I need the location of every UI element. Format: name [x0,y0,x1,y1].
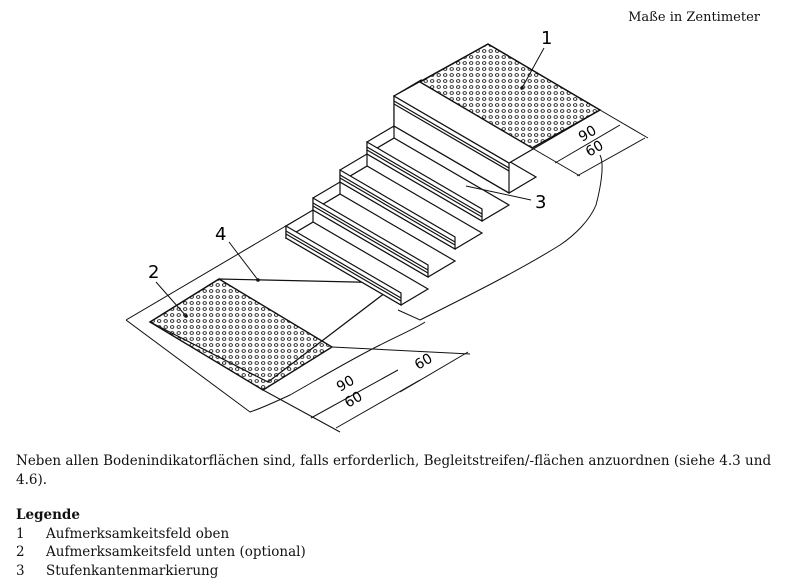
legend-title: Legende [16,507,80,523]
legend-item-number: 3 [16,562,25,579]
units-note: Maße in Zentimeter [628,10,760,25]
callout-3: 3 [535,192,547,213]
legend [16,506,306,580]
legend-item [16,525,306,544]
callout-2: 2 [148,262,160,283]
dim-top-length: 90 [576,122,600,146]
legend-item-number: 2 [16,544,25,560]
legend-item-number: 1 [16,525,25,542]
legend-item [16,543,306,562]
callout-1: 1 [541,28,553,49]
dim-bottom-side: 60 [412,350,436,374]
dim-top-depth: 60 [583,137,607,161]
legend-item-label: Stufenkantenmarkierung [46,562,219,579]
dim-bottom-length: 90 [334,372,358,396]
note-text: Neben allen Bodenindikatorflächen sind, falls erforderlich, Begleitstreifen/-flächen anzuordnen (siehe 4.3 und 4.6). [16,453,772,488]
callout-4: 4 [215,224,227,245]
legend-item-label: Aufmerksamkeitsfeld unten (optional) [46,544,306,560]
dim-bottom-depth: 60 [342,388,366,412]
legend-item [16,562,306,581]
legend-item-label: Aufmerksamkeitsfeld oben [46,525,230,542]
